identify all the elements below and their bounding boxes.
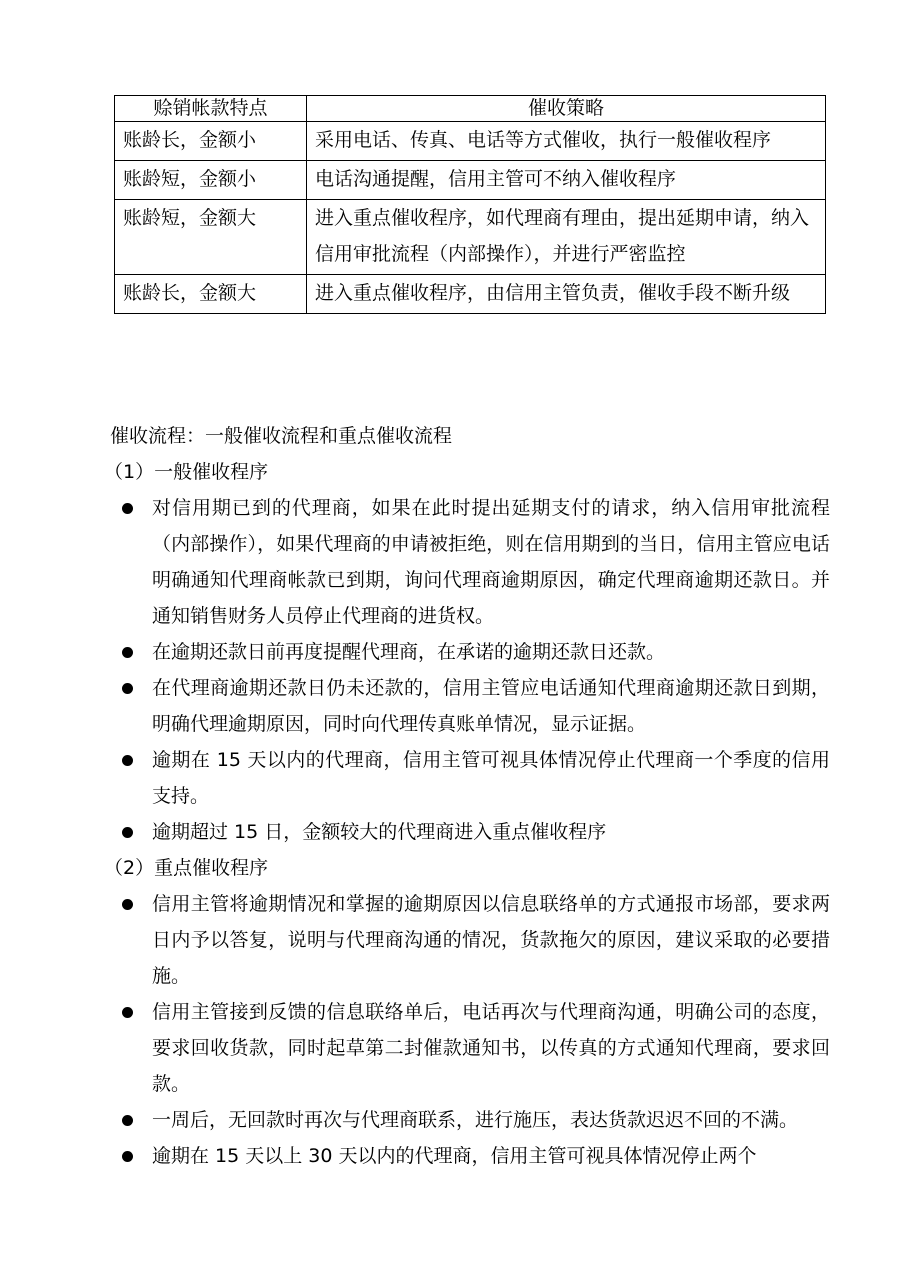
list-item-text: 信用主管接到反馈的信息联络单后，电话再次与代理商沟通，明确公司的态度，要求回收货款，同时起草第二封催款通知书，以传真的方式通知代理商，要求回款。 — [152, 1001, 830, 1095]
list-item — [110, 1102, 830, 1138]
row-strategy: 采用电话、传真、电话等方式催收，执行一般催收程序 — [307, 122, 826, 161]
table-row — [115, 122, 826, 161]
bullet-icon — [122, 1007, 133, 1018]
list-item-text: 在逾期还款日前再度提醒代理商，在承诺的逾期还款日还款。 — [152, 641, 666, 663]
list-item — [110, 742, 830, 814]
list-item-text: 逾期在 15 天以上 30 天以内的代理商，信用主管可视具体情况停止两个 — [152, 1145, 757, 1167]
list-item — [110, 490, 830, 634]
process-title: 催收流程：一般催收流程和重点催收流程 — [110, 425, 453, 447]
bullet-icon — [122, 1151, 133, 1162]
row-feature: 账龄短，金额大 — [115, 200, 307, 275]
list-item-text: 对信用期已到的代理商，如果在此时提出延期支付的请求，纳入信用审批流程（内部操作），如果代理商的申请被拒绝，则在信用期到的当日，信用主管应电话明确通知代理商帐款已到期，询问代理商逾期原因，确定代理商逾期还款日。并通知销售财务人员停止代理商的进货权。 — [152, 497, 830, 627]
header-strategy: 催收策略 — [307, 96, 826, 122]
header-feature: 赊销帐款特点 — [115, 96, 307, 122]
list-item — [110, 814, 830, 850]
list-item-text: 信用主管将逾期情况和掌握的逾期原因以信息联络单的方式通报市场部，要求两日内予以答复，说明与代理商沟通的情况，货款拖欠的原因，建议采取的必要措施。 — [152, 893, 830, 987]
row-strategy: 电话沟通提醒，信用主管可不纳入催收程序 — [307, 161, 826, 200]
list-item — [110, 1138, 830, 1174]
list-item — [110, 886, 830, 994]
strategy-table — [114, 95, 826, 314]
general-list — [110, 490, 830, 850]
key-heading: （2）重点催收程序 — [104, 857, 269, 879]
row-feature: 账龄短，金额小 — [115, 161, 307, 200]
process-section — [104, 418, 830, 1174]
key-list — [110, 886, 830, 1174]
bullet-icon — [122, 647, 133, 658]
general-heading: （1）一般催收程序 — [104, 461, 269, 483]
list-item — [110, 670, 830, 742]
bullet-icon — [122, 827, 133, 838]
list-item — [110, 634, 830, 670]
list-item-text: 逾期在 15 天以内的代理商，信用主管可视具体情况停止代理商一个季度的信用支持。 — [152, 749, 830, 807]
list-item-text: 一周后，无回款时再次与代理商联系，进行施压，表达货款迟迟不回的不满。 — [152, 1109, 799, 1131]
list-item-text: 逾期超过 15 日，金额较大的代理商进入重点催收程序 — [152, 821, 607, 843]
table-header-row — [115, 96, 826, 122]
table-row — [115, 200, 826, 275]
bullet-icon — [122, 1115, 133, 1126]
table-row — [115, 275, 826, 314]
row-feature: 账龄长，金额大 — [115, 275, 307, 314]
table-row — [115, 161, 826, 200]
row-feature: 账龄长，金额小 — [115, 122, 307, 161]
list-item — [110, 994, 830, 1102]
bullet-icon — [122, 755, 133, 766]
bullet-icon — [122, 683, 133, 694]
bullet-icon — [122, 503, 133, 514]
list-item-text: 在代理商逾期还款日仍未还款的，信用主管应电话通知代理商逾期还款日到期，明确代理逾期原因，同时向代理传真账单情况，显示证据。 — [152, 677, 830, 735]
row-strategy: 进入重点催收程序，如代理商有理由，提出延期申请，纳入信用审批流程（内部操作），并进行严密监控 — [307, 200, 826, 275]
bullet-icon — [122, 899, 133, 910]
row-strategy: 进入重点催收程序，由信用主管负责，催收手段不断升级 — [307, 275, 826, 314]
